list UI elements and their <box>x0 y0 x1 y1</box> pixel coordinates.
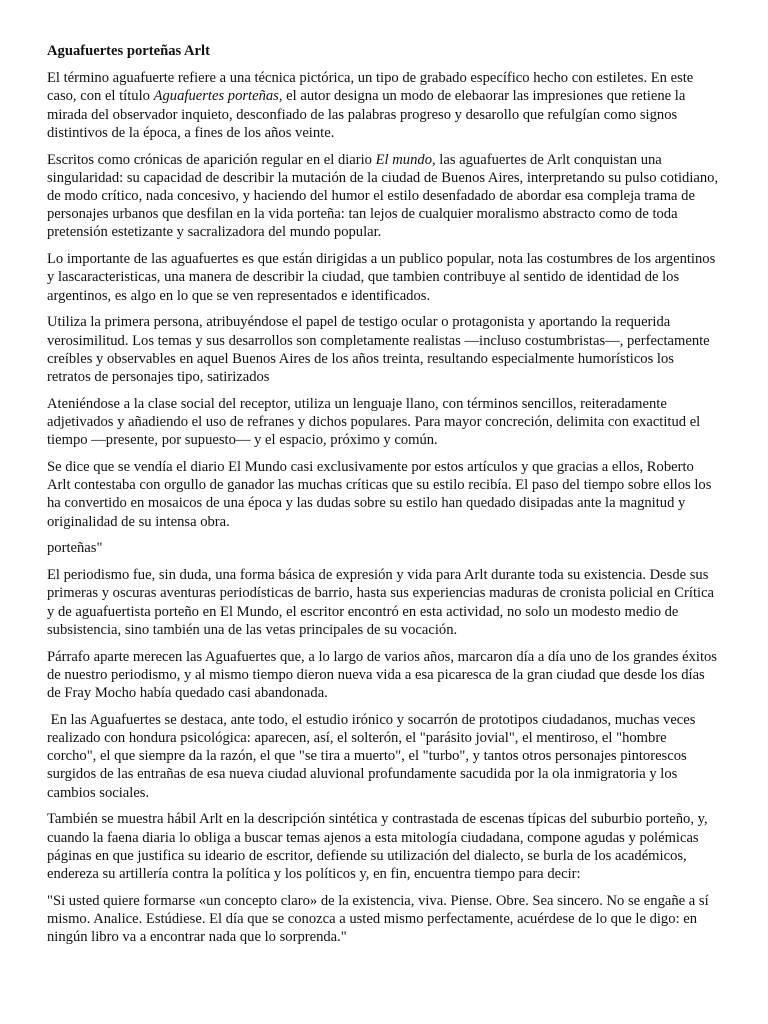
paragraph-2 <box>47 151 719 242</box>
paragraph-6: Se dice que se vendía el diario El Mundo casi exclusivamente por estos artículos y que gracias a ellos, Roberto Arlt contestaba con orgullo de ganador las muchas críticas que su estilo recibía. El paso del tiempo sobre ellos los ha convertido en mosaicos de una época y las dudas sobre su estilo han quedado disipadas ante la magnitud y originalidad de su intensa obra. <box>47 459 712 530</box>
paragraph-4: Utiliza la primera persona, atribuyéndose el papel de testigo ocular o protagonista y aportando la requerida verosimilitud. Los temas y sus desarrollos son completamente realistas —incluso costumbristas—, perfectamente creíbles y observables en aquel Buenos Aires de los años treinta, resultando especialmente humorísticos los retratos de personajes tipo, satirizados <box>47 314 710 386</box>
paragraph-10: En las Aguafuertes se destaca, ante todo, el estudio irónico y socarrón de prototipos ciudadanos, muchas veces realizado con hondura psicológica: aparecen, así, el solterón, el "parásito jovial", el mentiroso, el "hombre corcho", el que siempre da la razón, el que "se tira a muerto", el "turbo", y tantos otros personajes pintorescos surgidos de las entrañas de esa nueva ciudad aluvional profundamente sacudida por la ola inmigratoria y los cambios sociales. <box>47 711 700 801</box>
paragraph-1-text-b: , el autor designa un modo de elebaorar las impresiones que retiene la mirada del observador inquieto, desconfiado de las palabras progreso y desarollo que refulgían como signos distintivos de la época, a fines de los años veinte. <box>47 88 686 141</box>
document-title: Aguafuertes porteñas Arlt <box>47 43 210 59</box>
paragraph-2-emphasis: El mundo <box>375 151 432 168</box>
paragraph-1 <box>47 69 719 142</box>
paragraph-7: porteñas" <box>47 540 103 557</box>
paragraph-12: "Si usted quiere formarse «un concepto claro» de la existencia, viva. Piense. Obre. Sea sincero. No se engañe a sí mismo. Analice. Estúdiese. El día que se conozca a usted mismo perfectamente, acuérdese de lo que le digo: en ningún libro va a encontrar nada que lo sorprenda." <box>47 892 709 946</box>
paragraph-9: Párrafo aparte merecen las Aguafuertes que, a lo largo de varios años, marcaron día a día uno de los grandes éxitos de nuestro periodismo, y al mismo tiempo dieron nueva vida a esa picaresca de la gran ciudad que desde los días de Fray Mocho había quedado casi abandonada. <box>47 648 717 702</box>
paragraph-8: El periodismo fue, sin duda, una forma básica de expresión y vida para Arlt durante toda su existencia. Desde sus primeras y oscuras aventuras periodísticas de barrio, hasta sus experiencias maduras de cronista policial en Crítica y de aguafuertista porteño en El Mundo, el escritor encontró en esta actividad, no solo un modesto medio de subsistencia, sino también una de las vetas principales de su vocación. <box>47 567 715 638</box>
paragraph-1-text-a: El término aguafuerte refiere a una técnica pictórica, un tipo de grabado específico hecho con estiletes. En este caso, con el título <box>47 70 694 105</box>
document-page <box>47 42 719 955</box>
paragraph-11: También se muestra hábil Arlt en la descripción sintética y contrastada de escenas típicas del suburbio porteño, y, cuando la faena diaria lo obliga a buscar temas ajenos a esta mitología ciudadana, compone agudas y polémicas páginas en que justifica su ideario de escritor, defiende su utilización del dialecto, se burla de los académicos, endereza su artillería contra la política y los políticos y, en fin, encuentra tiempo para decir: <box>47 811 708 883</box>
paragraph-2-text-b: , las aguafuertes de Arlt conquistan una singularidad: su capacidad de describir la mutación de la ciudad de Buenos Aires, interpretando su pulso cotidiano, de modo crítico, nada concesivo, y haciendo del humor el estilo desenfadado de abordar esa compleja trama de personajes urbanos que desfilan en la vida porteña: tan lejos de cualquier moralismo abstracto como de toda pretensión estetizante y sacralizadora del mundo popular. <box>47 151 719 241</box>
paragraph-5: Ateniéndose a la clase social del receptor, utiliza un lenguaje llano, con términos sencillos, reiteradamente adjetivados y añadiendo el uso de refranes y dichos populares. Para mayor concreción, delimita con exactitud el tiempo —presente, por supuesto— y el espacio, próximo y común. <box>47 395 701 449</box>
paragraph-3: Lo importante de las aguafuertes es que están dirigidas a un publico popular, nota las costumbres de los argentinos y lascaracteristicas, una manera de describir la ciudad, que tambien contribuye al sentido de identidad de los argentinos, es algo en lo que se ven representados e identificados. <box>47 251 716 304</box>
paragraph-1-emphasis: Aguafuertes porteñas <box>153 88 279 105</box>
paragraph-2-text-a: Escritos como crónicas de aparición regular en el diario <box>47 151 376 168</box>
